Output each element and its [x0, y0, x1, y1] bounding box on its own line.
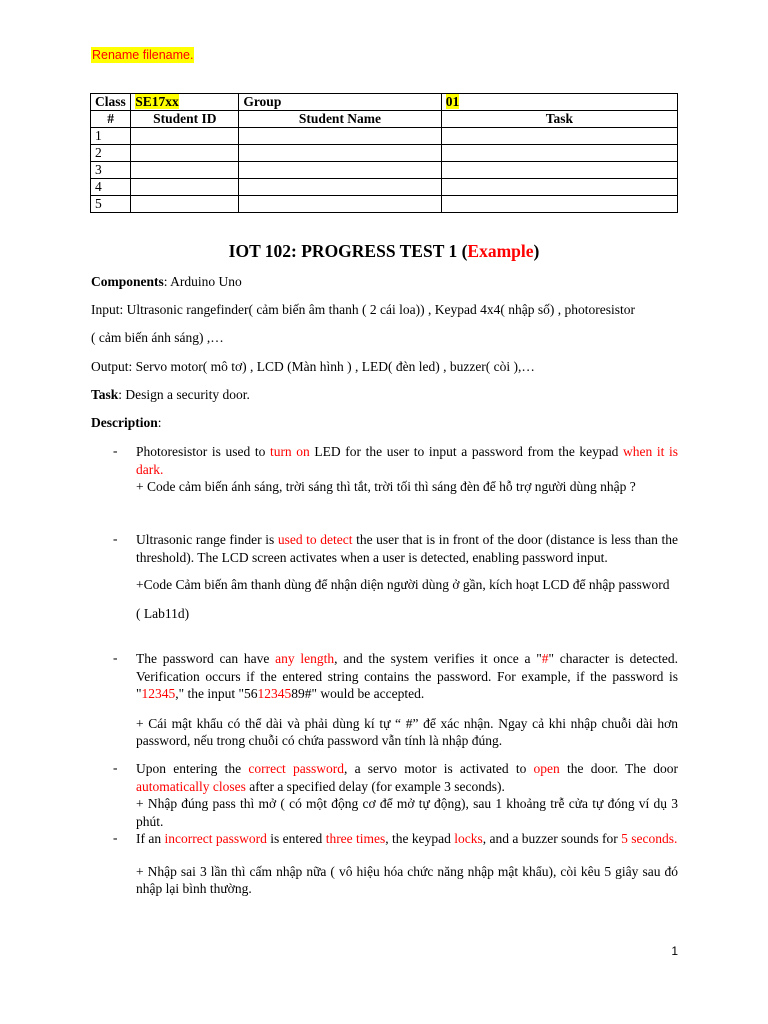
student-name-cell[interactable] [239, 128, 441, 145]
row-number: 4 [91, 179, 131, 196]
list-dash: - [113, 830, 118, 845]
output-line: Output: Servo motor( mô tơ) , LCD (Màn hình ) , LED( đèn led) , buzzer( còi ),… [91, 359, 535, 374]
student-id-cell[interactable] [131, 128, 239, 145]
header-row [91, 111, 678, 128]
group-value: 01 [445, 94, 460, 109]
list-item [91, 443, 681, 496]
page-title [0, 241, 768, 262]
description-colon: : [157, 415, 162, 430]
highlight-run: correct password [248, 761, 345, 776]
task-cell[interactable] [441, 179, 677, 196]
list-dash: - [113, 760, 118, 775]
task-line [91, 386, 681, 404]
student-id-cell[interactable] [131, 162, 239, 179]
student-id-cell[interactable] [131, 196, 239, 213]
task-cell[interactable] [441, 145, 677, 162]
row-number: 3 [91, 162, 131, 179]
text-run: ," the input "56 [175, 686, 258, 701]
highlight-run: 12345 [141, 686, 176, 701]
text-run: , and the system verifies it once a " [334, 651, 542, 666]
item-text [136, 443, 678, 478]
task-cell[interactable] [441, 196, 677, 213]
text-run: the user that is in front of the door (distance is less than the threshold). The LCD screen activates when a user is detected, enabling password input. [136, 532, 678, 565]
student-id-cell[interactable] [131, 179, 239, 196]
task-value: : Design a security door. [118, 387, 250, 402]
highlight-run: when it is dark. [136, 444, 678, 477]
list-item [91, 760, 681, 830]
table-row [91, 196, 678, 213]
text-run: If an [136, 831, 165, 846]
highlight-run: automatically closes [136, 778, 246, 794]
row-number: 1 [91, 128, 131, 145]
highlight-run: locks [454, 831, 483, 846]
item-text [136, 830, 678, 848]
item-note: + Cái mật khẩu có thể dài và phải dùng kí tự “ #” để xác nhận. Ngay cả khi nhập chuỗi dài hơn password, nếu trong chuỗi có chứa password vẫn tính là nhập đúng. [136, 715, 678, 748]
item-text [136, 760, 678, 795]
task-cell[interactable] [441, 128, 677, 145]
text-run: is entered [266, 831, 326, 846]
list-item [91, 830, 681, 898]
col-header-number: # [91, 111, 131, 128]
text-run: LED for the user to input a password from the keypad [309, 444, 624, 459]
table-row [91, 128, 678, 145]
highlight-run: incorrect password [164, 831, 267, 846]
student-name-cell[interactable] [239, 145, 441, 162]
item-text [136, 531, 678, 566]
components-line [91, 273, 681, 291]
student-id-cell[interactable] [131, 145, 239, 162]
list-dash: - [113, 531, 118, 546]
text-run: the door. The door [559, 761, 678, 776]
text-run: The password can have [136, 651, 276, 666]
text-run: 89#" would be accepted. [291, 686, 425, 701]
highlight-run: turn on [269, 444, 310, 459]
input-line-2: ( cảm biến ánh sáng) ,… [91, 330, 224, 345]
item-note: + Code cảm biến ánh sáng, trời sáng thì tắt, trời tối thì sáng đèn để hỗ trợ người dùng nhập ? [136, 479, 636, 494]
row-number: 5 [91, 196, 131, 213]
item-note: + Nhập đúng pass thì mở ( có một động cơ để mở tự động), sau 1 khoảng trễ cửa tự đóng ví dụ 3 phút. [136, 796, 678, 829]
title-close: ) [533, 241, 540, 261]
title-example: Example [467, 241, 534, 261]
components-value: : Arduino Uno [163, 274, 242, 289]
class-label: Class [91, 94, 131, 111]
group-label: Group [239, 94, 441, 111]
table-row [91, 145, 678, 162]
student-table [90, 93, 678, 213]
list-item [91, 531, 681, 622]
highlight-run: 12345 [257, 686, 292, 701]
text-run: Photoresistor is used to [136, 444, 270, 459]
table-row [91, 179, 678, 196]
highlight-run: used to detect [277, 532, 353, 547]
class-value-cell [131, 94, 239, 111]
text-run: , a servo motor is activated to [344, 761, 534, 776]
class-value: SE17xx [135, 94, 179, 109]
input-line-1: Input: Ultrasonic rangefinder( cảm biến âm thanh ( 2 cái loa)) , Keypad 4x4( nhập số) , photoresistor [91, 302, 635, 317]
text-run: , the keypad [385, 831, 455, 846]
list-item [91, 650, 681, 750]
description-line [91, 414, 681, 432]
lab-reference: ( Lab11d) [136, 605, 190, 621]
class-row [91, 94, 678, 111]
group-value-cell [441, 94, 677, 111]
rename-note: Rename filename. [92, 48, 194, 62]
student-name-cell[interactable] [239, 196, 441, 213]
highlight-run: # [541, 651, 549, 666]
components-label: Components [91, 274, 164, 289]
description-label: Description [91, 415, 158, 430]
col-header-student-id: Student ID [131, 111, 239, 128]
task-cell[interactable] [441, 162, 677, 179]
student-name-cell[interactable] [239, 179, 441, 196]
text-run: after a specified delay (for example 3 seconds). [245, 778, 505, 794]
table-row [91, 162, 678, 179]
text-run: Ultrasonic range finder is [136, 532, 278, 547]
highlight-run: three times [325, 831, 386, 846]
row-number: 2 [91, 145, 131, 162]
title-main: IOT 102: PROGRESS TEST 1 ( [228, 241, 468, 261]
highlight-run: any length [275, 651, 335, 666]
task-label: Task [91, 387, 119, 402]
text-run: " character is detected. Verification occurs if the entered string contains the password. For example, if the password is " [136, 651, 678, 701]
page-number: 1 [671, 944, 678, 958]
text-run: , and a buzzer sounds for [482, 831, 622, 846]
item-note: +Code Cảm biến âm thanh dùng để nhận diện người dùng ở gần, kích hoạt LCD để nhập password [136, 577, 670, 592]
highlight-run: 5 seconds. [621, 831, 678, 846]
highlight-run: open [533, 761, 560, 776]
list-dash: - [113, 443, 118, 458]
student-name-cell[interactable] [239, 162, 441, 179]
item-note: + Nhập sai 3 lần thì cấm nhập nữa ( vô hiệu hóa chức năng nhập mật khẩu), còi kêu 5 giây sau đó nhập lại bình thường. [136, 863, 678, 896]
col-header-task: Task [441, 111, 677, 128]
item-text [136, 650, 678, 703]
text-run: Upon entering the [136, 761, 249, 776]
col-header-student-name: Student Name [239, 111, 441, 128]
list-dash: - [113, 650, 118, 665]
